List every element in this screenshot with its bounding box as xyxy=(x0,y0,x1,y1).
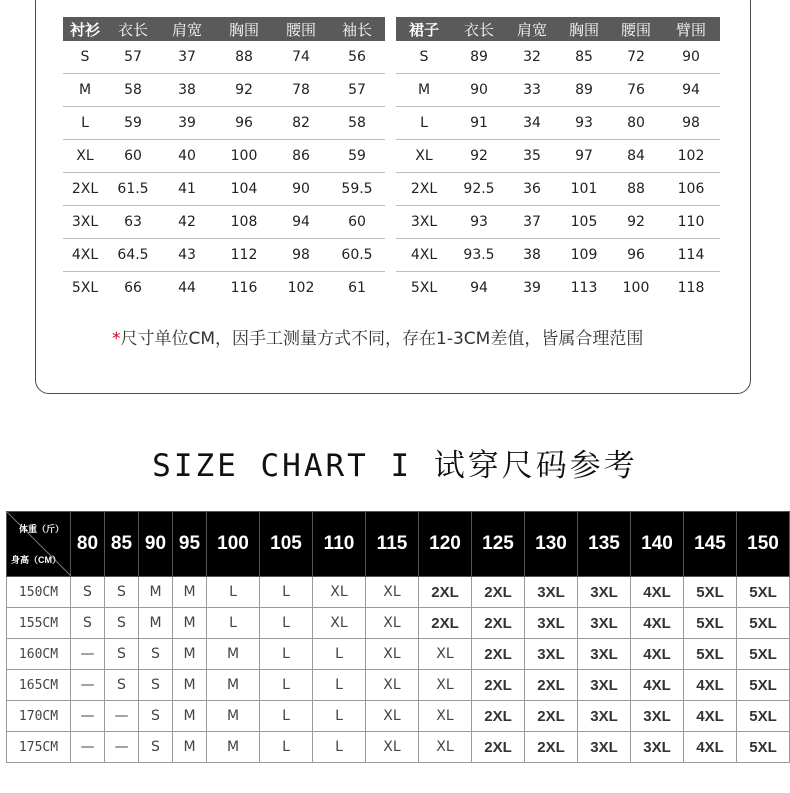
shirt-cell: 88 xyxy=(215,41,273,74)
size-grid-row xyxy=(7,732,790,763)
shirt-cell: 61.5 xyxy=(107,173,159,206)
size-cell: XL xyxy=(366,608,419,639)
size-cell: M xyxy=(173,608,207,639)
size-cell: L xyxy=(313,639,366,670)
size-cell: XL xyxy=(419,639,472,670)
skirt-cell: 4XL xyxy=(396,239,452,272)
shirt-cell: S xyxy=(63,41,107,74)
weight-header-cell: 150 xyxy=(737,512,790,577)
shirt-row xyxy=(63,41,385,74)
skirt-cell: 2XL xyxy=(396,173,452,206)
shirt-cell: 2XL xyxy=(63,173,107,206)
weight-header-cell: 115 xyxy=(366,512,419,577)
skirt-cell: 32 xyxy=(506,41,558,74)
weight-header-cell: 105 xyxy=(260,512,313,577)
shirt-cell: 37 xyxy=(159,41,215,74)
weight-header-cell: 135 xyxy=(578,512,631,577)
skirt-cell: 109 xyxy=(558,239,610,272)
weight-header-cell: 120 xyxy=(419,512,472,577)
shirt-row xyxy=(63,173,385,206)
skirt-cell: 39 xyxy=(523,280,541,296)
size-cell: S xyxy=(105,577,139,608)
size-recommendation-table xyxy=(6,511,790,763)
shirt-cell: 66 xyxy=(124,280,142,296)
size-cell: 2XL xyxy=(472,670,525,701)
skirt-header-cell: 胸围 xyxy=(558,17,610,41)
shirt-cell: L xyxy=(63,107,107,140)
shirt-cell: 60 xyxy=(329,206,385,239)
skirt-cell: 90 xyxy=(662,41,720,74)
size-cell: 4XL xyxy=(631,639,684,670)
size-cell: M xyxy=(207,670,260,701)
shirt-cell: 41 xyxy=(159,173,215,206)
shirt-cell: 59 xyxy=(107,107,159,140)
skirt-cell: 35 xyxy=(506,140,558,173)
size-cell: XL xyxy=(366,577,419,608)
skirt-cell: 5XL xyxy=(410,280,438,296)
size-cell: M xyxy=(139,577,173,608)
size-cell: 5XL xyxy=(684,639,737,670)
skirt-cell: XL xyxy=(396,140,452,173)
skirt-cell: 3XL xyxy=(396,206,452,239)
size-cell: XL xyxy=(366,732,419,763)
size-cell: XL xyxy=(419,732,472,763)
size-cell: M xyxy=(173,701,207,732)
shirt-cell: 5XL xyxy=(71,280,99,296)
skirt-row xyxy=(396,272,720,305)
skirt-cell: 36 xyxy=(506,173,558,206)
shirt-row xyxy=(63,239,385,272)
size-cell: XL xyxy=(366,639,419,670)
shirt-header-cell: 腰围 xyxy=(273,17,329,41)
skirt-header-cell: 臂围 xyxy=(662,17,720,41)
shirt-cell: 94 xyxy=(273,206,329,239)
weight-header-cell: 80 xyxy=(71,512,105,577)
size-cell: L xyxy=(207,577,260,608)
skirt-cell: 89 xyxy=(558,74,610,107)
shirt-row xyxy=(63,206,385,239)
shirt-cell: 82 xyxy=(273,107,329,140)
skirt-cell: 92 xyxy=(452,140,506,173)
skirt-cell: 93 xyxy=(452,206,506,239)
height-label-cell: 155CM xyxy=(7,608,71,639)
size-cell: M xyxy=(139,608,173,639)
skirt-header-cell: 衣长 xyxy=(452,17,506,41)
size-cell: L xyxy=(260,670,313,701)
shirt-cell: 116 xyxy=(230,280,258,296)
shirt-cell: 61 xyxy=(348,280,366,296)
weight-header-cell: 85 xyxy=(105,512,139,577)
skirt-cell: 89 xyxy=(452,41,506,74)
skirt-cell: 84 xyxy=(610,140,662,173)
skirt-cell: 114 xyxy=(662,239,720,272)
shirt-cell: 58 xyxy=(329,107,385,140)
skirt-cell: 37 xyxy=(506,206,558,239)
shirt-cell: 112 xyxy=(215,239,273,272)
size-cell: L xyxy=(260,608,313,639)
size-cell: — xyxy=(71,701,105,732)
size-grid-body xyxy=(7,577,790,763)
size-cell: 2XL xyxy=(525,732,578,763)
size-cell: — xyxy=(105,732,139,763)
size-cell: M xyxy=(173,577,207,608)
size-cell: S xyxy=(139,732,173,763)
corner-cell xyxy=(7,512,71,577)
shirt-header-cell: 衬衫 xyxy=(63,17,107,41)
skirt-header-cell: 裙子 xyxy=(396,17,452,41)
size-grid-row xyxy=(7,608,790,639)
skirt-cell: 101 xyxy=(558,173,610,206)
skirt-cell: 38 xyxy=(506,239,558,272)
skirt-row xyxy=(396,41,720,74)
size-cell: — xyxy=(105,701,139,732)
shirt-cell: 59 xyxy=(329,140,385,173)
size-cell: 4XL xyxy=(631,670,684,701)
weight-header-cell: 130 xyxy=(525,512,578,577)
size-cell: XL xyxy=(419,701,472,732)
skirt-cell: 113 xyxy=(570,280,598,296)
size-cell: XL xyxy=(419,670,472,701)
size-cell: XL xyxy=(313,608,366,639)
shirt-cell: 3XL xyxy=(63,206,107,239)
size-cell: 2XL xyxy=(525,670,578,701)
size-cell: 4XL xyxy=(684,701,737,732)
height-label-cell: 160CM xyxy=(7,639,71,670)
size-cell: 3XL xyxy=(578,608,631,639)
skirt-header-cell: 腰围 xyxy=(610,17,662,41)
size-cell: L xyxy=(313,732,366,763)
shirt-cell: 60.5 xyxy=(329,239,385,272)
skirt-row xyxy=(396,206,720,239)
skirt-cell: 105 xyxy=(558,206,610,239)
size-cell: L xyxy=(260,639,313,670)
shirt-cell: 98 xyxy=(273,239,329,272)
skirt-cell: S xyxy=(396,41,452,74)
shirt-cell: 63 xyxy=(107,206,159,239)
size-cell: M xyxy=(173,732,207,763)
size-cell: 5XL xyxy=(737,577,790,608)
shirt-cell: 59.5 xyxy=(329,173,385,206)
skirt-cell: 110 xyxy=(662,206,720,239)
shirt-cell: 4XL xyxy=(63,239,107,272)
weight-header-cell: 110 xyxy=(313,512,366,577)
shirt-cell: 57 xyxy=(107,41,159,74)
size-cell: 5XL xyxy=(737,608,790,639)
size-cell: L xyxy=(313,670,366,701)
skirt-cell: 91 xyxy=(452,107,506,140)
skirt-cell: 94 xyxy=(470,280,488,296)
shirt-cell: 58 xyxy=(107,74,159,107)
skirt-cell: L xyxy=(396,107,452,140)
size-cell: M xyxy=(207,732,260,763)
size-cell: XL xyxy=(366,670,419,701)
corner-height-label: 身高（CM） xyxy=(11,555,61,565)
weight-header-row xyxy=(7,512,790,577)
size-cell: 5XL xyxy=(737,670,790,701)
shirt-cell: 74 xyxy=(273,41,329,74)
shirt-cell: 104 xyxy=(215,173,273,206)
size-cell: XL xyxy=(366,701,419,732)
shirt-row xyxy=(63,140,385,173)
size-chart-title: SIZE CHART I 试穿尺码参考 xyxy=(152,448,638,484)
size-cell: 3XL xyxy=(631,732,684,763)
shirt-row xyxy=(63,74,385,107)
shirt-cell: 108 xyxy=(215,206,273,239)
weight-header-cell: 90 xyxy=(139,512,173,577)
weight-header-cell: 125 xyxy=(472,512,525,577)
skirt-row xyxy=(396,107,720,140)
skirt-cell: 72 xyxy=(610,41,662,74)
skirt-row xyxy=(396,140,720,173)
size-cell: — xyxy=(71,732,105,763)
shirt-row xyxy=(63,107,385,140)
shirt-measurement-table xyxy=(63,17,385,304)
size-cell: S xyxy=(105,639,139,670)
skirt-cell: 118 xyxy=(677,280,705,296)
shirt-header-row xyxy=(63,17,385,41)
size-cell: M xyxy=(173,670,207,701)
note-star: * xyxy=(112,329,121,349)
shirt-cell: 96 xyxy=(215,107,273,140)
skirt-cell: 94 xyxy=(662,74,720,107)
skirt-measurement-table xyxy=(396,17,720,304)
shirt-row xyxy=(63,272,385,305)
skirt-cell: 93.5 xyxy=(452,239,506,272)
size-cell: S xyxy=(105,670,139,701)
size-cell: 4XL xyxy=(631,608,684,639)
shirt-header-cell: 衣长 xyxy=(107,17,159,41)
skirt-cell: 97 xyxy=(558,140,610,173)
size-grid-row xyxy=(7,701,790,732)
shirt-cell: 86 xyxy=(273,140,329,173)
shirt-cell: 44 xyxy=(178,280,196,296)
size-cell: 2XL xyxy=(472,608,525,639)
size-cell: 3XL xyxy=(525,577,578,608)
skirt-body xyxy=(396,41,720,304)
skirt-cell: 93 xyxy=(558,107,610,140)
size-cell: 3XL xyxy=(631,701,684,732)
size-cell: 3XL xyxy=(578,732,631,763)
weight-header-cell: 145 xyxy=(684,512,737,577)
shirt-cell: 100 xyxy=(215,140,273,173)
skirt-cell: 102 xyxy=(662,140,720,173)
size-cell: 4XL xyxy=(684,670,737,701)
shirt-header-cell: 胸围 xyxy=(215,17,273,41)
shirt-cell: 60 xyxy=(107,140,159,173)
size-cell: 2XL xyxy=(419,577,472,608)
weight-header-cell: 140 xyxy=(631,512,684,577)
size-cell: 5XL xyxy=(737,732,790,763)
size-cell: S xyxy=(139,701,173,732)
skirt-cell: 96 xyxy=(610,239,662,272)
skirt-cell: 92 xyxy=(610,206,662,239)
size-cell: 2XL xyxy=(472,577,525,608)
shirt-cell: XL xyxy=(63,140,107,173)
shirt-cell: 56 xyxy=(329,41,385,74)
skirt-row xyxy=(396,74,720,107)
size-grid-row xyxy=(7,639,790,670)
size-cell: 3XL xyxy=(578,701,631,732)
skirt-row xyxy=(396,173,720,206)
shirt-cell: 92 xyxy=(215,74,273,107)
size-cell: XL xyxy=(313,577,366,608)
skirt-row xyxy=(396,239,720,272)
size-cell: M xyxy=(173,639,207,670)
skirt-cell: 85 xyxy=(558,41,610,74)
skirt-cell: 100 xyxy=(622,280,650,296)
size-cell: 5XL xyxy=(737,639,790,670)
size-cell: 5XL xyxy=(737,701,790,732)
size-cell: M xyxy=(207,639,260,670)
size-cell: 3XL xyxy=(578,639,631,670)
shirt-cell: 57 xyxy=(329,74,385,107)
shirt-cell: M xyxy=(63,74,107,107)
size-cell: 2XL xyxy=(472,732,525,763)
skirt-cell: 76 xyxy=(610,74,662,107)
shirt-cell: 39 xyxy=(159,107,215,140)
skirt-cell: 90 xyxy=(452,74,506,107)
corner-weight-label: 体重（斤） xyxy=(18,524,64,534)
size-cell: 2XL xyxy=(472,639,525,670)
skirt-cell: M xyxy=(396,74,452,107)
measurement-note xyxy=(112,324,643,349)
shirt-header-cell: 肩宽 xyxy=(159,17,215,41)
size-cell: 5XL xyxy=(684,577,737,608)
size-cell: — xyxy=(71,670,105,701)
size-cell: 5XL xyxy=(684,608,737,639)
skirt-header-cell: 肩宽 xyxy=(506,17,558,41)
height-label-cell: 165CM xyxy=(7,670,71,701)
size-cell: 3XL xyxy=(525,608,578,639)
size-cell: L xyxy=(313,701,366,732)
shirt-cell: 90 xyxy=(273,173,329,206)
height-label-cell: 150CM xyxy=(7,577,71,608)
shirt-cell: 43 xyxy=(159,239,215,272)
size-cell: 2XL xyxy=(472,701,525,732)
height-label-cell: 175CM xyxy=(7,732,71,763)
shirt-header-cell: 袖长 xyxy=(329,17,385,41)
shirt-cell: 38 xyxy=(159,74,215,107)
shirt-cell: 42 xyxy=(159,206,215,239)
size-grid-row xyxy=(7,670,790,701)
size-cell: 2XL xyxy=(419,608,472,639)
size-cell: L xyxy=(207,608,260,639)
skirt-cell: 80 xyxy=(610,107,662,140)
height-label-cell: 170CM xyxy=(7,701,71,732)
size-cell: L xyxy=(260,732,313,763)
skirt-cell: 98 xyxy=(662,107,720,140)
weight-header-cell: 100 xyxy=(207,512,260,577)
size-cell: S xyxy=(139,670,173,701)
size-cell: 4XL xyxy=(631,577,684,608)
size-cell: M xyxy=(207,701,260,732)
size-cell: S xyxy=(139,639,173,670)
skirt-header-row xyxy=(396,17,720,41)
size-cell: S xyxy=(71,608,105,639)
size-cell: L xyxy=(260,577,313,608)
size-cell: S xyxy=(105,608,139,639)
skirt-cell: 33 xyxy=(506,74,558,107)
note-text: 尺寸单位CM，因手工测量方式不同，存在1-3CM差值，皆属合理范围 xyxy=(120,329,644,349)
size-cell: — xyxy=(71,639,105,670)
size-cell: 2XL xyxy=(525,701,578,732)
shirt-cell: 64.5 xyxy=(107,239,159,272)
size-cell: 3XL xyxy=(525,639,578,670)
size-cell: 3XL xyxy=(578,577,631,608)
skirt-cell: 92.5 xyxy=(452,173,506,206)
shirt-cell: 78 xyxy=(273,74,329,107)
size-cell: S xyxy=(71,577,105,608)
size-grid-row xyxy=(7,577,790,608)
shirt-body xyxy=(63,41,385,304)
weight-header-cell: 95 xyxy=(173,512,207,577)
skirt-cell: 34 xyxy=(506,107,558,140)
skirt-cell: 106 xyxy=(662,173,720,206)
shirt-cell: 40 xyxy=(159,140,215,173)
shirt-cell: 102 xyxy=(287,280,315,296)
size-cell: L xyxy=(260,701,313,732)
skirt-cell: 88 xyxy=(610,173,662,206)
size-cell: 4XL xyxy=(684,732,737,763)
size-cell: 3XL xyxy=(578,670,631,701)
